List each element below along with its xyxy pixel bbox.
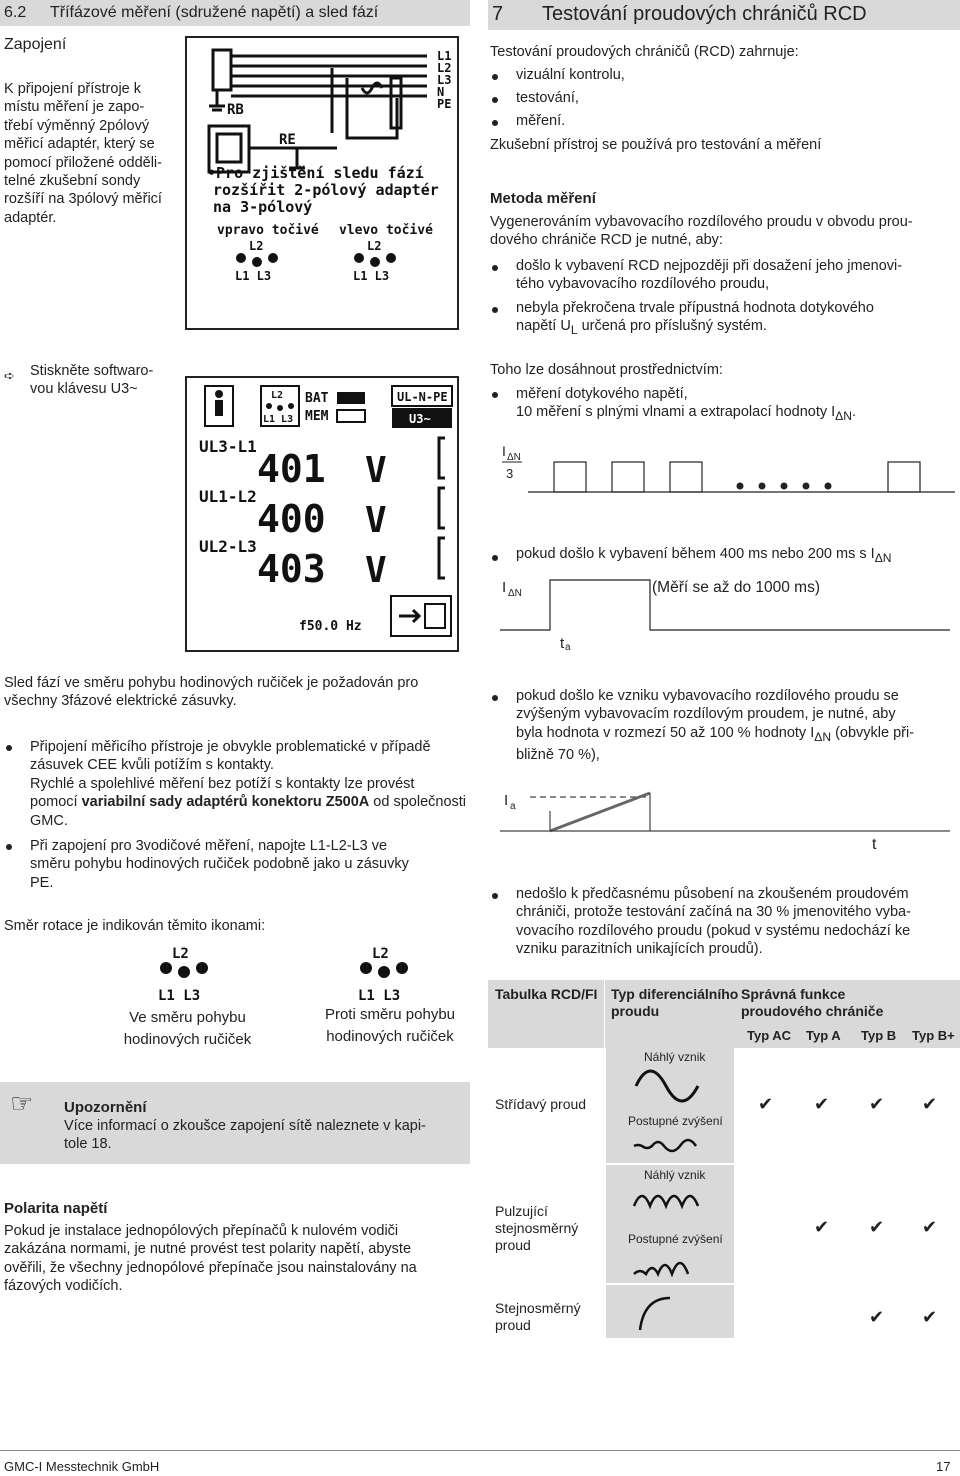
- section-title: Testování proudových chráničů RCD: [542, 3, 867, 25]
- type-a: Typ A: [806, 1028, 841, 1043]
- table-header-function: Správná funkce proudového chrániče: [741, 986, 884, 1019]
- section-number: 6.2: [4, 4, 27, 21]
- phase-pe: PE: [437, 97, 452, 111]
- row-ac-sudden: Náhlý vznik: [644, 1050, 706, 1064]
- table-header-current-type: Typ diferenciálního proudu: [611, 986, 739, 1019]
- sine-wave-icon: [630, 1066, 710, 1106]
- lcd-display: [185, 376, 459, 652]
- row-dc-name: Stejnosměrný proud: [495, 1300, 581, 1333]
- method-title: Metoda měření: [490, 190, 596, 207]
- phase-sequence-text: Sled fází ve směru pohybu hodinových ručiček je požadován pro všechny 3fázové elektrické zásuvky.: [4, 675, 419, 710]
- intro-item-testing: testování,: [516, 90, 579, 106]
- floppy-icon: [425, 604, 445, 628]
- row-value-2: 400: [257, 497, 326, 541]
- connection-title: Zapojení: [4, 36, 67, 53]
- cw-bottom-label: L1 L3: [235, 269, 272, 283]
- row-pulsed-check-b: ✔: [869, 1217, 885, 1237]
- method-text: Vygenerováním vybavovacího rozdílového proudu v obvodu prou- dového chrániče RCD je nutné, aby:: [490, 214, 913, 249]
- clockwise-caption: Ve směru pohybu hodinových ručiček: [123, 1009, 252, 1048]
- row-ac-check-ac: ✔: [758, 1094, 774, 1114]
- row-label-2: UL1-L2: [199, 487, 257, 506]
- page-number: 17: [936, 1459, 951, 1474]
- row-dc-check-bplus: ✔: [922, 1307, 938, 1327]
- raise-bullet: pokud došlo ke vzniku vybavovacího rozdílového proudu se zvýšeným vybavovacím rozdílovým proudem, je nutné, aby byla hodnota v rozmezí 50 až 100 % hodnoty $I_{\Delta N}$ (obvykle při- bližně 70 %),: [516, 688, 915, 764]
- ramp-figure: [490, 775, 960, 855]
- rotation-text: Směr rotace je indikován těmito ikonami:: [4, 918, 266, 934]
- section-number: 7: [492, 3, 504, 25]
- svg-text:L2: L2: [372, 946, 389, 962]
- dc-ramp-icon: [630, 1294, 710, 1334]
- section-header-6-2: [0, 0, 470, 26]
- counterclockwise-icon: [356, 944, 416, 1004]
- svg-text:U3~: U3~: [409, 412, 431, 426]
- row-label-1: UL3-L1: [199, 437, 257, 456]
- connection-diagram: [185, 36, 459, 330]
- svg-text:ΔN: ΔN: [508, 588, 522, 599]
- polarity-title: Polarita napětí: [4, 1200, 108, 1217]
- intro-item-measuring: měření.: [516, 113, 566, 129]
- row-ac-name: Střídavý proud: [495, 1096, 587, 1112]
- achieve-text: Toho lze dosáhnout prostřednictvím:: [490, 362, 723, 378]
- arrow-icon: ➪: [4, 368, 15, 383]
- svg-text:L1 L3: L1 L3: [358, 988, 401, 1004]
- method-bullet-trip: došlo k vybavení RCD nejpozději při dosažení jeho jmenovi- tého vybavovacího rozdílového proudu,: [516, 258, 903, 293]
- phase-l2: L2: [437, 61, 452, 75]
- svg-text:L2: L2: [271, 390, 284, 401]
- svg-text:I: I: [504, 792, 509, 809]
- connection-text: K připojení přístroje k místu měření je zapo- třebí výměnný 2pólový měřicí adaptér, který se pomocí přiložené odděli- telné zkušební sondy rozšíří na 3pólový měřicí adaptér.: [4, 81, 162, 226]
- ccw-bottom-label: L1 L3: [353, 269, 390, 283]
- section-header-7: [488, 0, 960, 30]
- diagram-cw-icon: [235, 239, 278, 283]
- phase-l1: L1: [437, 49, 452, 63]
- type-b-plus: Typ B+: [912, 1028, 955, 1043]
- row-pulsed-check-bplus: ✔: [922, 1217, 938, 1237]
- phase-n: N: [437, 85, 445, 99]
- table-header-rcd: Tabulka RCD/FI: [495, 986, 598, 1002]
- lcd-phase-icon: [261, 386, 299, 426]
- svg-text:I: I: [502, 443, 506, 459]
- rb-label: RB: [227, 102, 244, 118]
- arrow-right-icon: [399, 610, 419, 622]
- svg-text:t: t: [560, 635, 565, 650]
- svg-text:t: t: [872, 836, 877, 853]
- ccw-top-label: L2: [367, 239, 382, 253]
- pulse-figure: [490, 440, 960, 510]
- diagram-note-1: •Pro zjištění sledu fází: [207, 164, 424, 182]
- trip-time-figure: [490, 570, 960, 650]
- note-text: Více informací o zkoušce zapojení sítě naleznete v kapi- tole 18.: [64, 1118, 426, 1153]
- re-label: RE: [279, 132, 296, 148]
- row-unit-2: V: [365, 500, 387, 541]
- adapter-set-name: variabilní sady adaptérů konektoru Z500A: [81, 794, 370, 811]
- frequency-readout: f50.0 Hz: [299, 619, 362, 634]
- row-ac-check-a: ✔: [814, 1094, 830, 1114]
- pointing-hand-icon: ☞: [10, 1088, 34, 1118]
- type-b: Typ B: [861, 1028, 897, 1043]
- type-ac: Typ AC: [747, 1028, 792, 1043]
- svg-text:a: a: [565, 642, 571, 650]
- svg-text:L2: L2: [172, 946, 189, 962]
- svg-text:3: 3: [506, 466, 514, 481]
- growing-sine-icon: [630, 1132, 710, 1160]
- row-ac-check-bplus: ✔: [922, 1094, 938, 1114]
- ccw-label: vlevo točivé: [339, 223, 433, 238]
- memory-icon: [337, 410, 365, 422]
- cw-top-label: L2: [249, 239, 264, 253]
- row-ac-check-b: ✔: [869, 1094, 885, 1114]
- growing-half-wave-icon: [630, 1250, 710, 1278]
- achieve-bullet: měření dotykového napětí, 10 měření s plnými vlnami a extrapolací hodnoty $I_{\Delta N}$.: [516, 386, 856, 424]
- row-pulsed-sudden: Náhlý vznik: [644, 1168, 706, 1182]
- bullet-connection-problems: Připojení měřicího přístroje je obvykle problematické v případě zásuvek CEE kvůli potížím s kontakty. Rychlé a spolehlivé měření bez potíží s kontakty lze provést pomocí variabilní sady adaptérů konektoru Z500A od společnosti GMC.: [30, 739, 467, 829]
- mem-label: MEM: [305, 409, 329, 424]
- no-premature-bullet: nedošlo k předčasnému působení na zkoušeném proudovém chrániči, protože testování začíná na 30 % jmenovitého vyba- vovacího rozdílového proudu (pokud v systému nedochází ke vzniku parazitních unikajících proudů).: [516, 886, 911, 958]
- bullet-dot: [6, 745, 12, 751]
- bullet-three-wire: Při zapojení pro 3vodičové měření, napojte L1-L2-L3 ve směru pohybu hodinových ručiček podobně jako u zásuvky PE.: [30, 838, 409, 891]
- counterclockwise-caption: Proti směru pohybu hodinových ručiček: [324, 1006, 456, 1045]
- intro-after: Zkušební přístroj se používá pro testování a měření: [490, 137, 822, 153]
- polarity-text: Pokud je instalace jednopólových přepínačů k nulovém vodiči zakázána normami, je nutné provést test polarity napětí, abyste ověřili, že všechny jednopólové přepínače jsou nainstalovány na fázových vodičích.: [4, 1223, 417, 1295]
- bullet-dot: [6, 844, 12, 850]
- svg-text:L1 L3: L1 L3: [158, 988, 201, 1004]
- method-bullet-voltage: nebyla překročena trvale přípustná hodnota dotykového napětí $U_L$ určená pro příslušný systém.: [516, 300, 874, 338]
- wiring-drawing: [187, 38, 457, 328]
- svg-text:ΔN: ΔN: [507, 452, 521, 463]
- svg-text:UL-N-PE: UL-N-PE: [397, 390, 448, 404]
- svg-text:L1 L3: L1 L3: [263, 414, 294, 425]
- half-wave-icon: [630, 1184, 710, 1212]
- diagram-ccw-icon: [353, 239, 396, 283]
- row-unit-1: V: [365, 450, 387, 491]
- softkey-brackets: [439, 438, 445, 578]
- svg-text:(Měří se až do 1000 ms): (Měří se až do 1000 ms): [652, 579, 820, 596]
- footer-rule: [0, 1450, 960, 1451]
- section-title: Třífázové měření (sdružené napětí) a sled fází: [50, 4, 379, 21]
- person-icon: [205, 386, 233, 426]
- note-title: Upozornění: [64, 1099, 147, 1116]
- rcd-intro: Testování proudových chráničů (RCD) zahrnuje:: [490, 44, 799, 60]
- diagram-note-2: rozšířit 2-pólový adaptér: [213, 181, 439, 199]
- row-label-3: UL2-L3: [199, 537, 257, 556]
- cw-label: vpravo točivé: [217, 223, 319, 238]
- row-value-1: 401: [257, 447, 326, 491]
- instruction-text: Stiskněte softwaro- vou klávesu U3~: [30, 363, 154, 398]
- row-pulsed-name: Pulzující stejnosměrný proud: [495, 1203, 579, 1253]
- svg-text:a: a: [510, 801, 516, 812]
- battery-icon: [337, 392, 365, 404]
- row-pulsed-check-a: ✔: [814, 1217, 830, 1237]
- svg-text:I: I: [502, 579, 507, 596]
- row-value-3: 403: [257, 547, 326, 591]
- diagram-note-3: na 3-pólový: [213, 198, 313, 216]
- trip-bullet: pokud došlo k vybavení během 400 ms nebo 200 ms s $I_{\Delta N}$: [516, 546, 892, 565]
- phase-l3: L3: [437, 73, 452, 87]
- intro-item-visual: vizuální kontrolu,: [516, 67, 625, 83]
- footer-company: GMC-I Messtechnik GmbH: [4, 1459, 160, 1474]
- row-pulsed-gradual: Postupné zvýšení: [628, 1232, 723, 1246]
- row-unit-3: V: [365, 550, 387, 591]
- bat-label: BAT: [305, 391, 329, 406]
- row-dc-check-b: ✔: [869, 1307, 885, 1327]
- row-ac-gradual: Postupné zvýšení: [628, 1114, 723, 1128]
- clockwise-icon: [156, 944, 216, 1004]
